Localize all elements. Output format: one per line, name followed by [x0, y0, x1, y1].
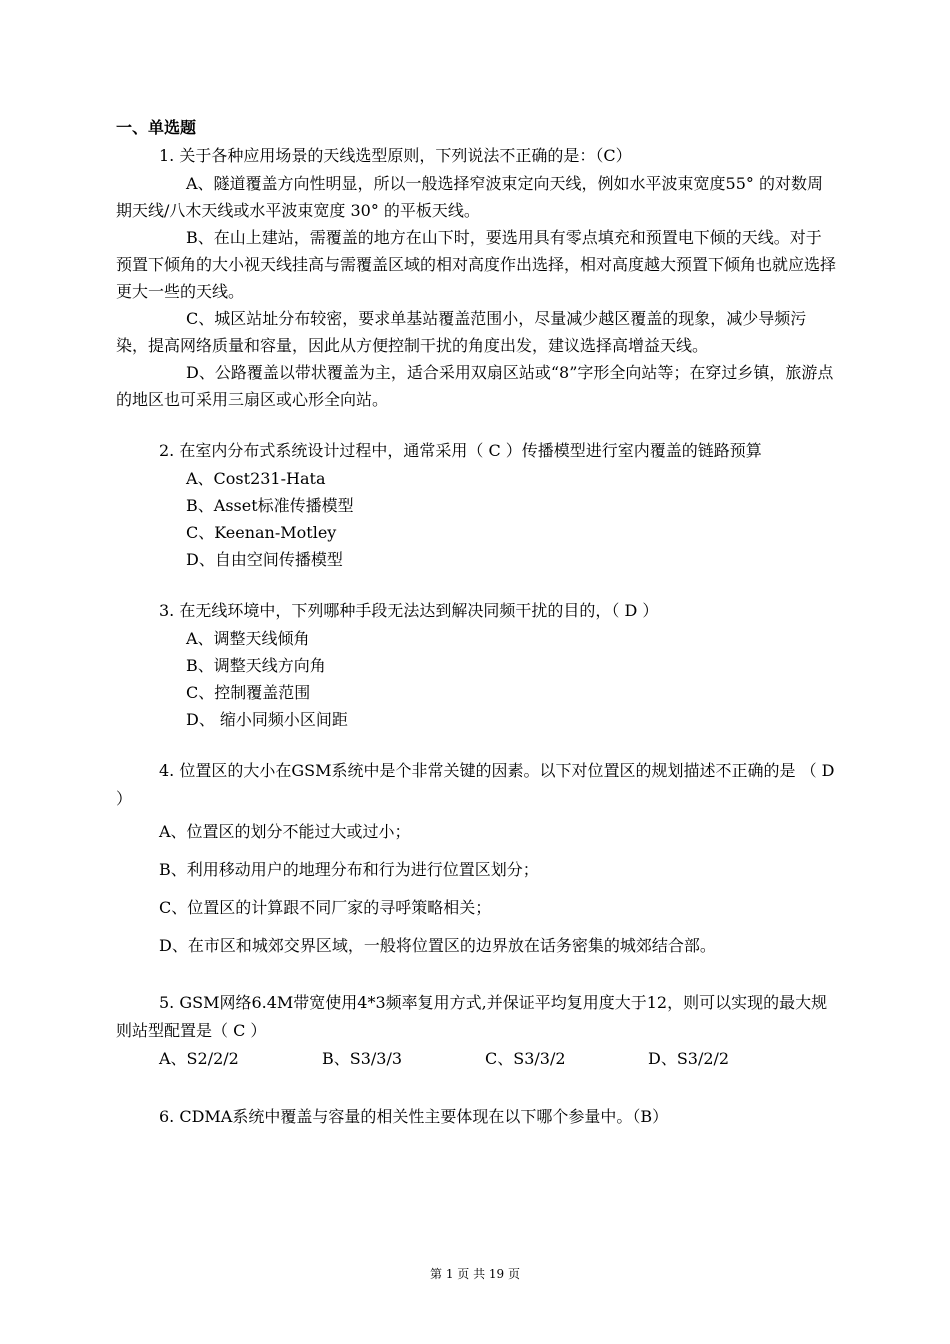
document-body: [116, 114, 836, 1131]
option-a: A、隧道覆盖方向性明显，所以一般选择窄波束定向天线，例如水平波束宽度55° 的对数周期天线/八木天线或水平波束宽度 30° 的平板天线。: [116, 174, 824, 220]
option-a: A、Cost231-Hata: [186, 469, 326, 488]
option-c: C、控制覆盖范围: [186, 683, 311, 702]
question-3: [116, 597, 836, 733]
question-stem: 1. 关于各种应用场景的天线选型原则，下列说法不正确的是：（C）: [159, 146, 632, 165]
option-b: B、在山上建站，需覆盖的地方在山下时，要选用具有零点填充和预置电下倾的天线。对于预置下倾角的大小视天线挂高与需覆盖区域的相对高度作出选择，相对高度越大预置下倾角也就应选择更大一些的天线。: [116, 228, 837, 301]
option-c: C、位置区的计算跟不同厂家的寻呼策略相关；: [159, 898, 492, 917]
question-stem: 3. 在无线环境中，下列哪种手段无法达到解决同频干扰的目的，（ D ）: [159, 601, 659, 620]
option-c: C、城区站址分布较密，要求单基站覆盖范围小，尽量减少越区覆盖的现象，减少导频污染，提高网络质量和容量，因此从方便控制干扰的角度出发，建议选择高增益天线。: [116, 309, 807, 355]
option-d: D、自由空间传播模型: [186, 550, 343, 569]
option-a: A、S2/2/2: [159, 1049, 239, 1068]
question-stem: 5. GSM网络6.4M带宽使用4*3频率复用方式,并保证平均复用度大于12，则可以实现的最大规则站型配置是（ C ）: [116, 993, 828, 1040]
question-1: [116, 142, 836, 413]
question-stem: 6. CDMA系统中覆盖与容量的相关性主要体现在以下哪个参量中。（B）: [159, 1107, 669, 1126]
option-a: A、调整天线倾角: [186, 629, 310, 648]
question-2: [116, 437, 836, 573]
option-d: D、公路覆盖以带状覆盖为主，适合采用双扇区站或“8”字形全向站等；在穿过乡镇，旅游点的地区也可采用三扇区或心形全向站。: [116, 363, 834, 409]
section-title: 一、单选题: [116, 118, 197, 137]
question-6: [116, 1103, 836, 1131]
option-b: B、调整天线方向角: [186, 656, 326, 675]
option-b: B、S3/3/3: [322, 1049, 403, 1068]
option-d: D、在市区和城郊交界区域，一般将位置区的边界放在话务密集的城郊结合部。: [159, 936, 716, 955]
option-b: B、Asset标准传播模型: [186, 496, 354, 515]
option-c: C、S3/3/2: [485, 1049, 566, 1068]
option-a: A、位置区的划分不能过大或过小；: [159, 822, 411, 841]
options-row: [116, 1045, 836, 1073]
question-stem: 2. 在室内分布式系统设计过程中，通常采用（ C ）传播模型进行室内覆盖的链路预算: [159, 441, 762, 460]
question-5: [116, 989, 836, 1073]
option-d: D、 缩小同频小区间距: [186, 710, 348, 729]
question-stem: 4. 位置区的大小在GSM系统中是个非常关键的因素。以下对位置区的规划描述不正确的是 （ D ）: [116, 761, 835, 808]
option-d: D、S3/2/2: [648, 1049, 730, 1068]
option-c: C、Keenan-Motley: [186, 523, 337, 542]
option-b: B、利用移动用户的地理分布和行为进行位置区划分；: [159, 860, 539, 879]
question-4: [116, 757, 836, 965]
page-footer: 第 1 页 共 19 页: [430, 1267, 520, 1281]
